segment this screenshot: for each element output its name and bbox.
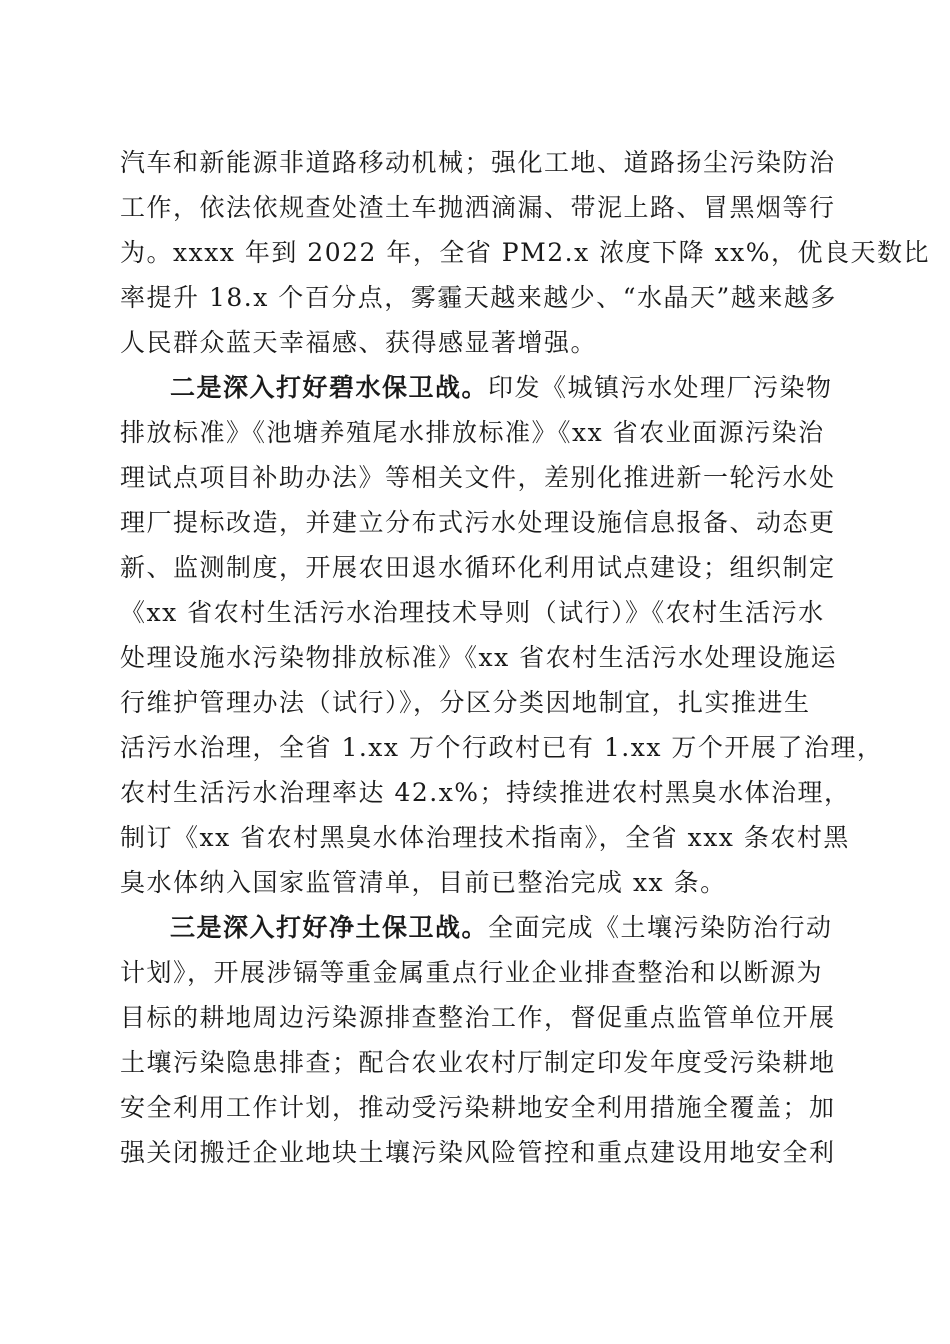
paragraph-2-line: 农村生活污水治理率达 42.x%；持续推进农村黑臭水体治理， bbox=[120, 778, 851, 807]
paragraph-2-line: 理厂提标改造，并建立分布式污水处理设施信息报备、动态更 bbox=[120, 508, 836, 537]
paragraph-2-line: 处理设施水污染物排放标准》《xx 省农村生活污水处理设施运 bbox=[120, 643, 838, 672]
paragraph-1-line: 为。xxxx 年到 2022 年，全省 PM2.x 浓度下降 xx%，优良天数比 bbox=[120, 238, 931, 267]
paragraph-2-line: 理试点项目补助办法》等相关文件，差别化推进新一轮污水处 bbox=[120, 463, 836, 492]
paragraph-3-first-line-text: 全面完成《土壤污染防治行动 bbox=[488, 913, 833, 942]
paragraph-3-heading: 三是深入打好净土保卫战。 bbox=[170, 913, 489, 942]
document-body bbox=[120, 140, 931, 1175]
paragraph-2-line: 排放标准》《池塘养殖尾水排放标准》《xx 省农业面源污染治 bbox=[120, 418, 825, 447]
paragraph-2-line: 制订《xx 省农村黑臭水体治理技术指南》，全省 xxx 条农村黑 bbox=[120, 823, 850, 852]
paragraph-2-line: 《xx 省农村生活污水治理技术导则（试行）》《农村生活污水 bbox=[120, 598, 825, 627]
paragraph-1-line: 率提升 18.x 个百分点，雾霾天越来越少、“水晶天”越来越多 bbox=[120, 283, 837, 312]
paragraph-2-first-line-text: 印发《城镇污水处理厂污染物 bbox=[488, 373, 833, 402]
paragraph-2-line: 臭水体纳入国家监管清单，目前已整治完成 xx 条。 bbox=[120, 868, 727, 897]
paragraph-2-heading: 二是深入打好碧水保卫战。 bbox=[170, 373, 489, 402]
paragraph-2-line: 新、监测制度，开展农田退水循环化利用试点建设；组织制定 bbox=[120, 553, 836, 582]
paragraph-2-first-line bbox=[120, 365, 832, 410]
paragraph-3-line: 安全利用工作计划，推动受污染耕地安全利用措施全覆盖；加 bbox=[120, 1093, 836, 1122]
paragraph-1-line: 人民群众蓝天幸福感、获得感显著增强。 bbox=[120, 328, 598, 357]
paragraph-2-line: 活污水治理，全省 1.xx 万个行政村已有 1.xx 万个开展了治理， bbox=[120, 733, 884, 762]
paragraph-3-line: 强关闭搬迁企业地块土壤污染风险管控和重点建设用地安全利 bbox=[120, 1138, 836, 1167]
paragraph-3-first-line bbox=[120, 905, 832, 950]
paragraph-3-line: 计划》，开展涉镉等重金属重点行业企业排查整治和以断源为 bbox=[120, 958, 824, 987]
paragraph-3-line: 土壤污染隐患排查；配合农业农村厅制定印发年度受污染耕地 bbox=[120, 1048, 836, 1077]
paragraph-3-line: 目标的耕地周边污染源排查整治工作，督促重点监管单位开展 bbox=[120, 1003, 836, 1032]
paragraph-1-line: 汽车和新能源非道路移动机械；强化工地、道路扬尘污染防治 bbox=[120, 148, 836, 177]
paragraph-1-line: 工作，依法依规查处渣土车抛洒滴漏、带泥上路、冒黑烟等行 bbox=[120, 193, 836, 222]
paragraph-2-line: 行维护管理办法（试行）》，分区分类因地制宜，扎实推进生 bbox=[120, 688, 811, 717]
